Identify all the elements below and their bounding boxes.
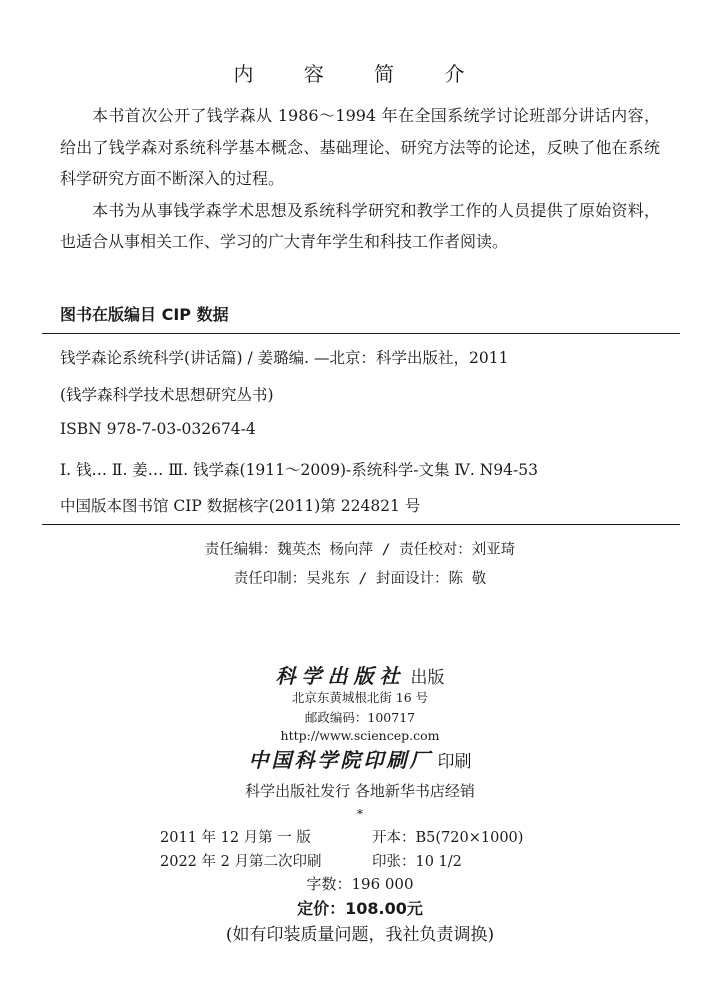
editors-line-2: 责任印制：吴兆东 / 封面设计：陈 敬 [233,571,487,587]
separator-star: * [356,806,364,821]
printed-sheets: 印张：10 1/2 [372,854,462,870]
cip-heading: 图书在版编目 CIP 数据 [60,305,229,324]
intro-paragraph-1: 本书首次公开了钱学森从 1986～1994 年在全国系统学讨论班部分讲话内容，给出了钱学森对系统科学基本概念、基础理论、研究方法等的论述，反映了他在系统科学研究方面不断深入的过程。 [60,106,660,188]
printer-seal-text: 中国科学院印刷厂 [248,748,433,772]
print-label: 印刷 [437,752,472,772]
cip-record-line: 中国版本图书馆 CIP 数据核字(2011)第 224821 号 [60,497,421,515]
publisher-website: http://www.sciencep.com [280,728,440,743]
printing-date: 2022 年 2 月第二次印刷 [160,854,322,870]
edition-date: 2011 年 12 月第 一 版 [160,830,311,846]
publish-label: 出版 [410,668,445,688]
book-format: 开本：B5(720×1000) [372,830,524,846]
printer-line [0,744,720,773]
publisher-address: 北京东黄城根北街 16 号 [291,690,429,705]
price: 定价：108.00元 [297,899,423,918]
publisher-postcode: 邮政编码：100717 [304,710,416,725]
publisher-line [0,660,720,689]
editors-line-1: 责任编辑：魏英杰 杨向萍 / 责任校对：刘亚琦 [204,542,516,558]
cip-title-line: 钱学森论系统科学(讲话篇) / 姜璐编. —北京：科学出版社，2011 [60,349,509,367]
cip-subject-line: Ⅰ. 钱… Ⅱ. 姜… Ⅲ. 钱学森(1911～2009)-系统科学-文集 Ⅳ. N94-53 [60,461,538,479]
publisher-seal-text: 科学出版社 [275,664,406,688]
cip-data-box [42,333,680,525]
intro-paragraph-2: 本书为从事钱学森学术思想及系统科学研究和教学工作的人员提供了原始资料，也适合从事相关工作、学习的广大青年学生和科技工作者阅读。 [60,200,660,251]
intro-title: 内 容 简 介 [233,62,487,86]
distribution-line: 科学出版社发行 各地新华书店经销 [245,782,475,800]
word-count: 字数：196 000 [306,875,414,893]
cip-series-line: (钱学森科学技术思想研究丛书) [60,386,274,404]
intro-body [60,100,660,258]
quality-notice: (如有印装质量问题，我社负责调换) [225,925,495,945]
cip-isbn-line: ISBN 978-7-03-032674-4 [60,420,256,438]
